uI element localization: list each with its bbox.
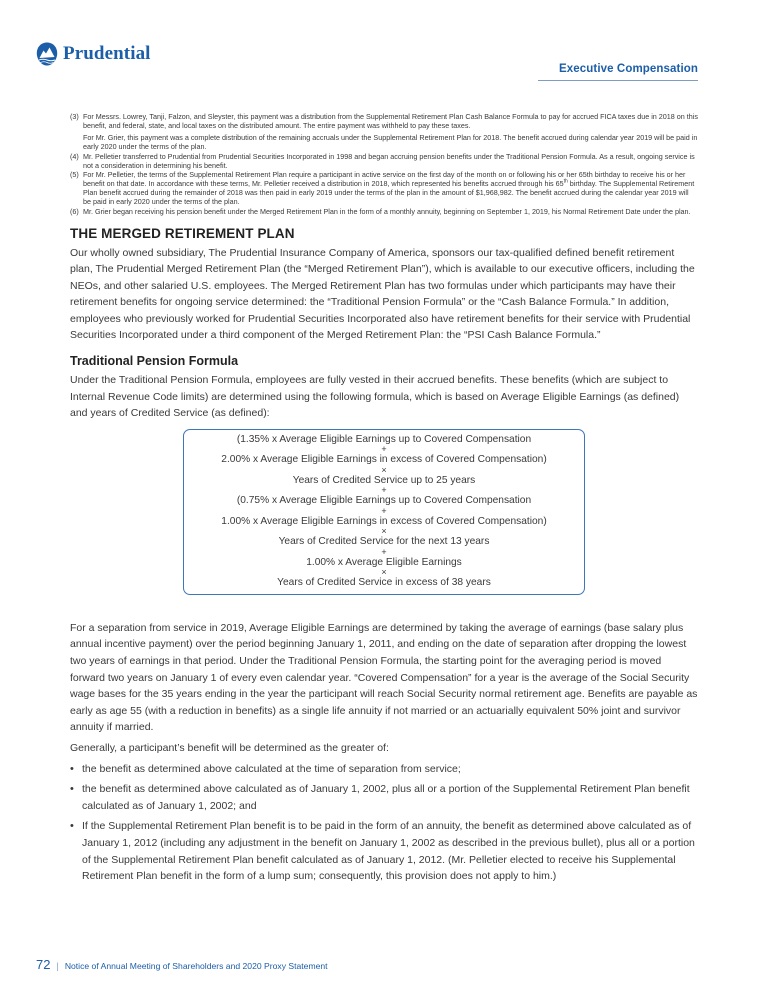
footnote-number: (5)	[70, 170, 79, 179]
benefit-intro-paragraph: Generally, a participant’s benefit will be determined as the greater of:	[70, 742, 389, 754]
page-content	[70, 112, 698, 889]
footnote-text: Mr. Grier began receiving his pension benefit under the Merged Retirement Plan in the form of a monthly annuity, beginning on September 1, 2019, his Normal Retirement Date under the plan.	[83, 206, 691, 216]
earnings-paragraph: For a separation from service in 2019, Average Eligible Earnings are determined by taking the average of earnings (base salary plus annual incentive payment) over the period beginning January 1, 2011, and ending on the date of separation after dropping the lowest two years of earnings in that period. Under the Traditional Pension Formula, the starting point for the averaging period is moved forward two years on January 1 of every even calendar year. “Covered Compensation” for a year is the average of the Social Security wage bases for the 35 years ending in the year the participant will reach Social Security normal retirement age. Benefits are payable as early as age 55 (with a reduction in benefits) as a single life annuity if not married or an actuarially equivalent 50% joint and survivor annuity if married.	[70, 621, 698, 734]
footnotes-list	[70, 112, 698, 216]
footnote-number: (3)	[70, 112, 79, 121]
formula-operator: ×	[381, 526, 387, 537]
page-footer	[36, 957, 328, 972]
formula-operator: ×	[381, 567, 387, 578]
bullet-icon: •	[70, 820, 74, 833]
formula-line: 2.00% x Average Eligible Earnings in excess of Covered Compensation)	[221, 454, 547, 466]
footnote-item	[70, 112, 698, 151]
list-item	[70, 818, 698, 884]
formula-line: (0.75% x Average Eligible Earnings up to Covered Compensation	[236, 495, 532, 507]
formula-line: (1.35% x Average Eligible Earnings up to Covered Compensation	[236, 433, 532, 445]
footnote-number: (4)	[70, 151, 79, 161]
footnote-text: Mr. Pelletier transferred to Prudential from Prudential Securities Incorporated in 1998 and began accruing pension benefits under the Traditional Pension Formula. As a result, ongoing service is not a consideration in determining his benefit.	[83, 151, 695, 170]
traditional-formula-paragraph: Under the Traditional Pension Formula, employees are fully vested in their accrued benefits. These benefits (which are subject to Internal Revenue Code limits) are determined using the following formula, which is based on Average Eligible Earnings (as defined) and years of Credited Service (as defined):	[70, 374, 680, 420]
pension-formula-box	[183, 429, 585, 595]
footnote-text: For Mr. Grier, this payment was a complete distribution of the remaining accruals under the Supplemental Retirement Plan for 2018. The benefit accrued during calendar year 2019 will be paid in early 2020 under the terms of the plan.	[83, 133, 698, 151]
footer-title: Notice of Annual Meeting of Shareholders and 2020 Proxy Statement	[64, 961, 328, 971]
bullet-icon: •	[70, 762, 74, 775]
list-item	[70, 781, 698, 814]
footnote-item	[70, 170, 698, 206]
bullet-text: the benefit as determined above calculated at the time of separation from service;	[82, 762, 461, 775]
formula-operator: +	[381, 505, 387, 516]
formula-line: 1.00% x Average Eligible Earnings in excess of Covered Compensation)	[221, 515, 547, 527]
footnote-item	[70, 152, 698, 170]
bullet-text: If the Supplemental Retirement Plan benefit is to be paid in the form of an annuity, the benefit as determined above calculated as of January 1, 2012 (including any adjustment in the benefit on January 1, 2002 as described in the previous bullet), plus all or a portion of the Supplemental Retirement Plan benefit calculated as of January 1, 2012. (Mr. Pelletier elected to receive his Supplemental Retirement Plan benefit in the form of a lump sum; consequently, this provision does not apply to him.)	[82, 820, 695, 883]
formula-line: Years of Credited Service in excess of 38 years	[277, 577, 491, 589]
formula-line: Years of Credited Service for the next 13 years	[278, 536, 490, 548]
formula-operator: +	[381, 444, 387, 455]
merged-plan-paragraph: Our wholly owned subsidiary, The Prudential Insurance Company of America, sponsors our tax-qualified defined benefit retirement plan, The Prudential Merged Retirement Plan (the “Merged Retirement Plan”), which is available to our executive officers, including the NEOs, and other salaried U.S. employees. The Merged Retirement Plan has two formulas under which participants may have their retirement benefits for ongoing service determined: the “Traditional Pension Formula” or the “Cash Balance Formula.” In addition, employees who previously worked for Prudential Securities Incorporated also have retirement benefits for their service with Prudential Securities Incorporated under a third component of the Merged Retirement Plan: the “PSI Cash Balance Formula.”	[70, 246, 695, 342]
benefit-bullet-list	[70, 761, 698, 885]
section-title: Executive Compensation	[559, 63, 698, 75]
traditional-formula-heading: Traditional Pension Formula	[70, 354, 239, 369]
list-item	[70, 761, 698, 778]
footnote-text: For Messrs. Lowrey, Tanji, Falzon, and Sleyster, this payment was a distribution from the Supplemental Retirement Plan Cash Balance Formula to pay for accrued FICA taxes due in 2018 on this benefit, and federal, state, and local taxes on the distributed amount. The entire payment was withheld to pay these taxes.	[83, 112, 698, 130]
formula-operator: +	[381, 546, 387, 557]
bullet-icon: •	[70, 783, 74, 796]
formula-operator: +	[381, 485, 387, 496]
merged-plan-heading: THE MERGED RETIREMENT PLAN	[70, 225, 295, 241]
header-divider	[538, 80, 698, 81]
footnote-text: For Mr. Pelletier, the terms of the Supplemental Retirement Plan require a participant in active service on the first day of the month on or following his or her 65th birthday to receive his or her benefit on that date. In accordance with these terms, Mr. Pelletier received a distribution in 2018, which represented his benefits accrued through his 65th birthday. The Supplemental Retirement Plan benefit accrued during the remainder of 2018 was then paid in early 2019 under the terms of the plan in the amount of $1,968,982. The benefit accrued during the calendar year 2019 will be paid in early 2020 under the terms of the plan.	[83, 170, 695, 206]
brand-name: Prudential	[63, 43, 151, 64]
footnote-item	[70, 207, 698, 216]
rock-of-gibraltar-icon	[36, 42, 58, 66]
formula-operator: ×	[381, 464, 387, 475]
formula-line: 1.00% x Average Eligible Earnings	[306, 556, 462, 568]
formula-line: Years of Credited Service up to 25 years	[292, 474, 476, 486]
footer-separator: |	[56, 961, 59, 971]
page-number: 72	[36, 957, 51, 972]
bullet-text: the benefit as determined above calculated as of January 1, 2002, plus all or a portion of the Supplemental Retirement Plan benefit calculated as of January 1, 2002; and	[82, 783, 690, 812]
prudential-logo	[36, 42, 151, 66]
footnote-number: (6)	[70, 206, 79, 216]
